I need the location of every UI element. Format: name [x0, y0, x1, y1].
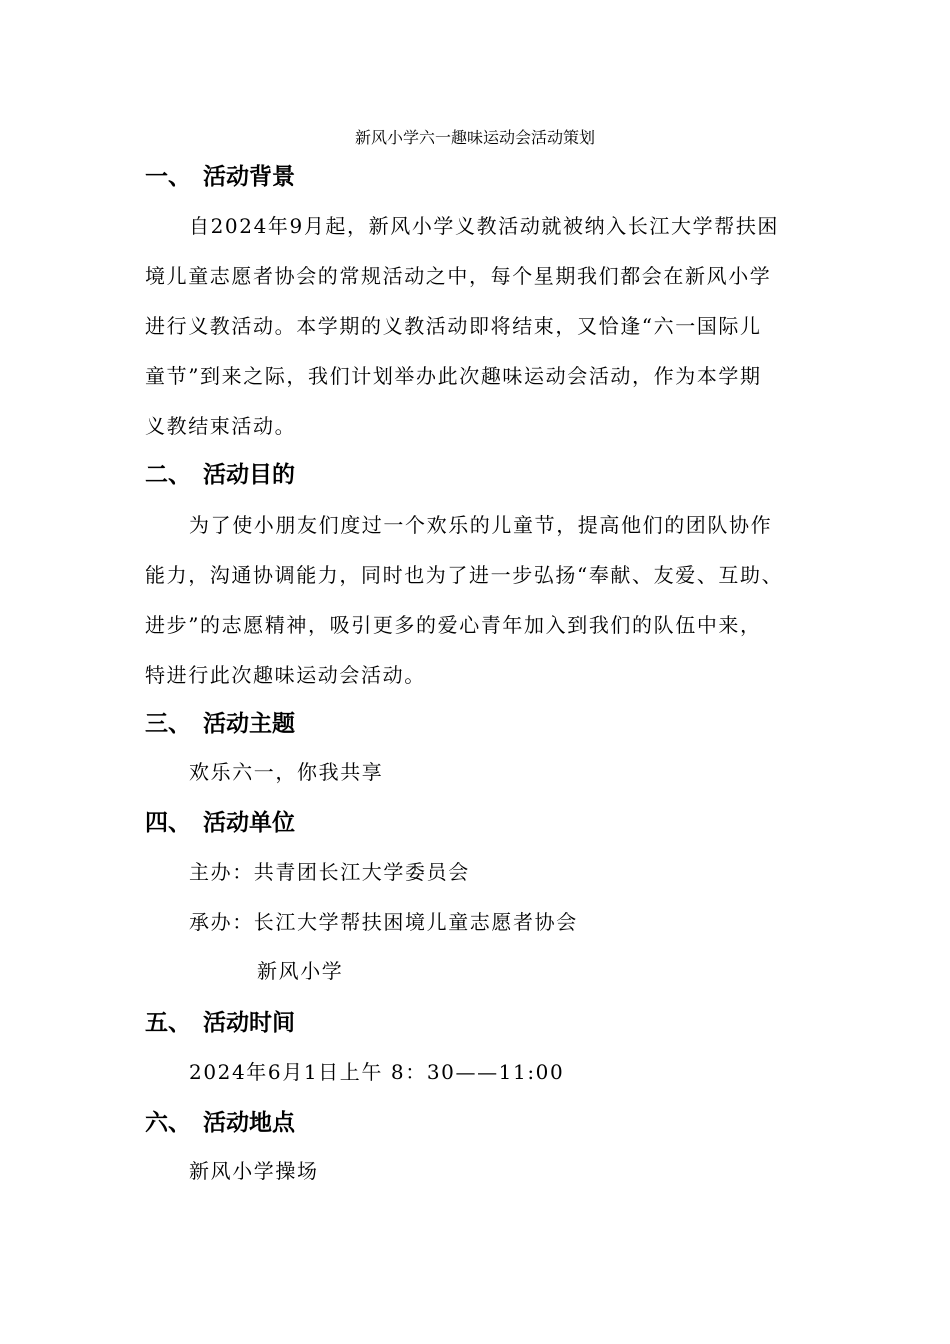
section-number: 三、: [145, 711, 191, 737]
section-heading-purpose: [145, 458, 295, 492]
section-title: 活动单位: [203, 810, 295, 836]
section-heading-theme: [145, 707, 295, 741]
section-heading-background: [145, 160, 295, 194]
section-number: 六、: [145, 1110, 191, 1136]
organizer-unit: 承办：长江大学帮扶困境儿童志愿者协会: [189, 910, 578, 934]
purpose-paragraph: [145, 500, 825, 700]
section-number: 二、: [145, 462, 191, 488]
section-title: 活动时间: [203, 1010, 295, 1036]
paragraph-line: 义教结束活动。: [145, 414, 297, 438]
location-text: 新风小学操场: [189, 1159, 319, 1183]
paragraph-line: 能力，沟通协调能力，同时也为了进一步弘扬“奉献、友爱、互助、: [145, 563, 784, 587]
paragraph-line: 为了使小朋友们度过一个欢乐的儿童节，提高他们的团队协作: [189, 513, 773, 537]
section-title: 活动背景: [203, 164, 295, 190]
section-heading-time: [145, 1006, 295, 1040]
section-title: 活动目的: [203, 462, 295, 488]
paragraph-line: 自2024年9月起，新风小学义教活动就被纳入长江大学帮扶困: [189, 214, 780, 238]
organizer-unit-2: 新风小学: [257, 959, 344, 983]
paragraph-line: 进步”的志愿精神，吸引更多的爱心青年加入到我们的队伍中来，: [145, 613, 762, 637]
section-number: 五、: [145, 1010, 191, 1036]
section-title: 活动地点: [203, 1110, 295, 1136]
paragraph-line: 童节”到来之际，我们计划举办此次趣味运动会活动，作为本学期: [145, 364, 762, 388]
section-title: 活动主题: [203, 711, 295, 737]
time-text: 2024年6月1日上午 8：30——11:00: [189, 1060, 565, 1084]
section-heading-units: [145, 806, 295, 840]
paragraph-line: 特进行此次趣味运动会活动。: [145, 663, 426, 687]
theme-text: 欢乐六一，你我共享: [189, 760, 384, 784]
paragraph-line: 境儿童志愿者协会的常规活动之中，每个星期我们都会在新风小学: [145, 264, 772, 288]
section-number: 一、: [145, 164, 191, 190]
host-unit: 主办：共青团长江大学委员会: [189, 860, 470, 884]
section-heading-location: [145, 1106, 295, 1140]
section-number: 四、: [145, 810, 191, 836]
background-paragraph: [145, 201, 825, 451]
document-title: 新风小学六一趣味运动会活动策划: [354, 128, 595, 147]
paragraph-line: 进行义教活动。本学期的义教活动即将结束，又恰逢“六一国际儿: [145, 314, 762, 338]
